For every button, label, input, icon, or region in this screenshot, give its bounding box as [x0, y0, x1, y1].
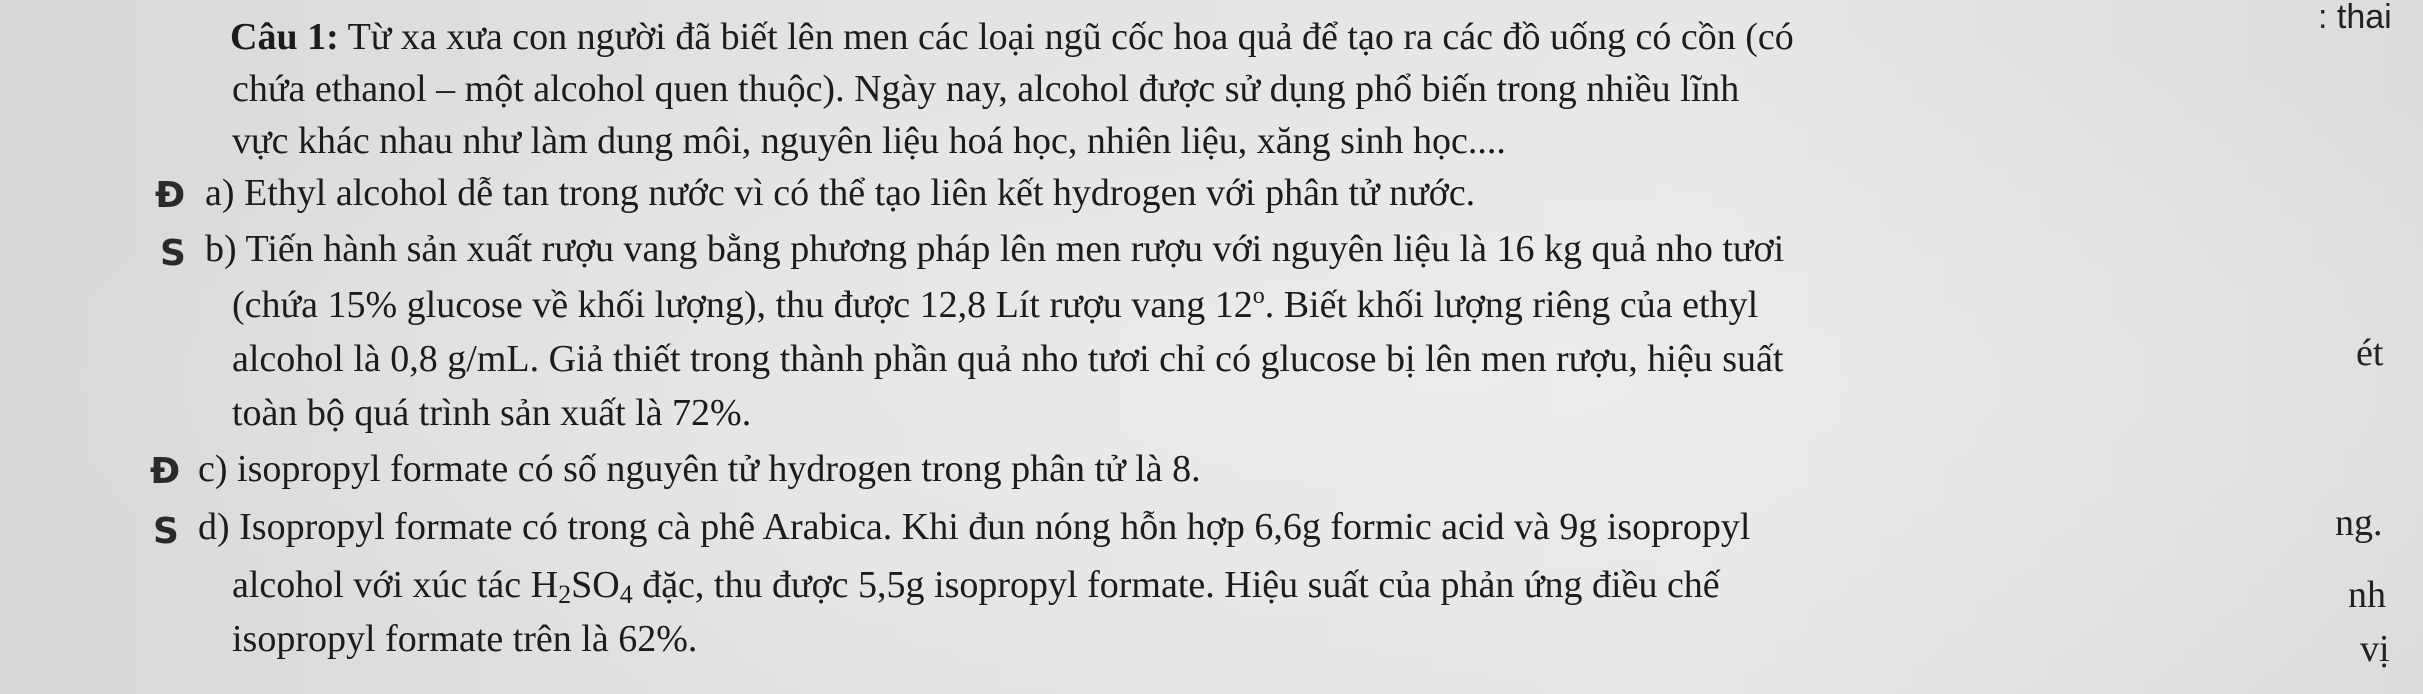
answer-mark-a: Đ [155, 175, 186, 216]
statement-d-line-1: d) Isopropyl formate có trong cà phê Arabica. Khi đun nóng hỗn hợp 6,6g formic acid và 9g isopropyl [198, 506, 1751, 548]
edge-fragment-5: vị [2360, 628, 2390, 670]
answer-mark-c: Đ [150, 451, 181, 492]
edge-fragment-top: : thai [2318, 0, 2392, 36]
edge-fragment-4: nh [2348, 574, 2386, 616]
statement-c: c) isopropyl formate có số nguyên tử hydrogen trong phân tử là 8. [198, 448, 1201, 490]
degree-symbol: o [1252, 283, 1265, 309]
statement-d-line-2-mid: SO [571, 564, 620, 606]
statement-b-line-2 [232, 282, 1758, 328]
question-line-3: vực khác nhau như làm dung môi, nguyên liệu hoá học, nhiên liệu, xăng sinh học.... [232, 120, 1506, 162]
statement-d-line-2-post: đặc, thu được 5,5g isopropyl formate. Hiệu suất của phản ứng điều chế [632, 564, 1720, 606]
statement-b-line-4: toàn bộ quá trình sản xuất là 72%. [232, 392, 752, 434]
edge-fragment-2: ét [2356, 332, 2384, 374]
answer-mark-d: S [153, 511, 179, 552]
subscript-2: 2 [558, 580, 572, 609]
statement-b-line-2-post: . Biết khối lượng riêng của ethyl [1264, 284, 1759, 326]
edge-fragment-3: ng. [2335, 502, 2383, 544]
subscript-4: 4 [619, 580, 633, 609]
statement-b-line-2-pre: (chứa 15% glucose về khối lượng), thu được 12,8 Lít rượu vang 12 [232, 284, 1253, 326]
statement-d-line-2-pre: alcohol với xúc tác H [232, 564, 559, 606]
statement-b-line-1: b) Tiến hành sản xuất rượu vang bằng phương pháp lên men rượu với nguyên liệu là 16 kg quả nho tươi [205, 228, 1785, 270]
statement-a: a) Ethyl alcohol dễ tan trong nước vì có thể tạo liên kết hydrogen với phân tử nước. [205, 172, 1476, 214]
question-intro-1: Từ xa xưa con người đã biết lên men các loại ngũ cốc hoa quả để tạo ra các đồ uống có cồn (có [347, 16, 1794, 58]
question-label: Câu 1: [230, 16, 339, 58]
statement-b-line-3: alcohol là 0,8 g/mL. Giả thiết trong thành phần quả nho tươi chỉ có glucose bị lên men rượu, hiệu suất [232, 338, 1784, 380]
answer-mark-b: S [160, 233, 186, 274]
statement-d-line-2 [232, 562, 1720, 608]
statement-d-line-3: isopropyl formate trên là 62%. [232, 618, 698, 660]
question-line-2: chứa ethanol – một alcohol quen thuộc). Ngày nay, alcohol được sử dụng phổ biến trong nhiều lĩnh [232, 68, 1740, 110]
question-line-1 [230, 14, 1794, 60]
